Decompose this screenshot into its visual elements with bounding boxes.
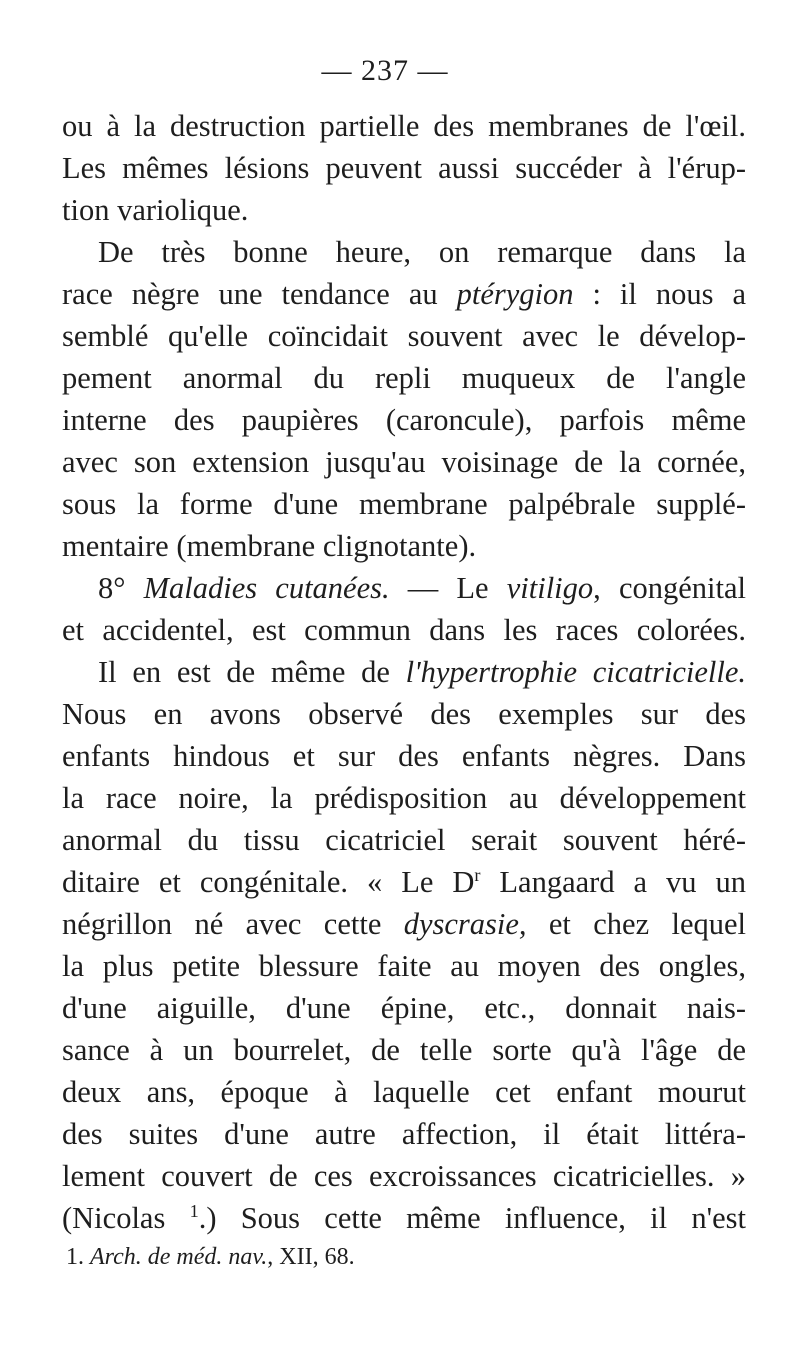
text-line: la plus petite blessure faite au moyen des ongles, <box>62 949 746 983</box>
text-line: et accidentel, est commun dans les races colorées. <box>62 613 746 647</box>
text-line: Les mêmes lésions peuvent aussi succéder à l'érup- <box>62 151 746 185</box>
footnote: 1. Arch. de méd. nav., XII, 68. <box>66 1244 355 1270</box>
text-line: sance à un bourrelet, de telle sorte qu'à l'âge de <box>62 1033 746 1067</box>
text-line: ou à la destruction partielle des membranes de l'œil. <box>62 109 746 143</box>
text-line: race nègre une tendance au ptérygion : il nous a <box>62 277 746 311</box>
page-number: — 237 — <box>321 54 449 87</box>
text-line: De très bonne heure, on remarque dans la <box>98 235 746 269</box>
text-line: anormal du tissu cicatriciel serait souvent héré- <box>62 823 746 857</box>
text-line: enfants hindous et sur des enfants nègres. Dans <box>62 739 746 773</box>
italic-term: dyscrasie, <box>403 907 527 941</box>
text-line: Il en est de même de l'hypertrophie cicatricielle. <box>98 655 746 689</box>
italic-term: vitiligo <box>506 571 594 605</box>
text-line: pement anormal du repli muqueux de l'angle <box>62 361 746 395</box>
footnote-reference: Arch. de méd. nav. <box>90 1244 268 1270</box>
text-line: ditaire et congénitale. « Le $D^r$ Langaard a vu un <box>62 864 747 899</box>
text-line: interne des paupières (caroncule), parfois même <box>62 403 746 437</box>
text-line: lement couvert de ces excroissances cicatricielles. » <box>62 1159 746 1193</box>
text-line: sous la forme d'une membrane palpébrale supplé- <box>62 487 746 521</box>
italic-term: ptérygion <box>456 277 574 311</box>
text-line: deux ans, époque à laquelle cet enfant mourut <box>62 1075 746 1109</box>
text-line: mentaire (membrane clignotante). <box>62 529 477 563</box>
text-line: négrillon né avec cette dyscrasie, et chez lequel <box>62 907 746 941</box>
text-line: tion variolique. <box>62 193 249 227</box>
italic-term: l'hypertrophie cicatricielle. <box>405 655 746 689</box>
text-line: la race noire, la prédisposition au développement <box>62 781 746 815</box>
text-line: (Nicolas $^1$.) Sous cette même influence, il n'est <box>62 1200 746 1235</box>
text-line: semblé qu'elle coïncidait souvent avec le dévelop- <box>62 319 746 353</box>
text-line: 8° Maladies cutanées. — Le vitiligo, congénital <box>98 571 746 605</box>
text-line: d'une aiguille, d'une épine, etc., donnait nais- <box>62 991 746 1025</box>
text-line: des suites d'une autre affection, il était littéra- <box>62 1117 746 1151</box>
text-line: avec son extension jusqu'au voisinage de la cornée, <box>62 445 746 479</box>
text-line: Nous en avons observé des exemples sur des <box>62 697 746 731</box>
footnote-marker: 1 <box>189 1200 199 1221</box>
section-heading: Maladies cutanées. <box>143 571 390 605</box>
